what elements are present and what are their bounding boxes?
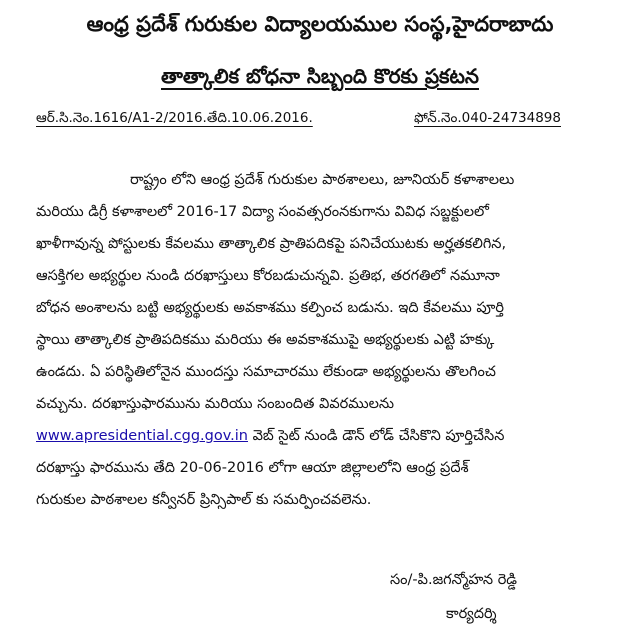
body-line-1: రాష్ట్రం లోని ఆంధ్ర ప్రదేశ్ గురుకుల పాఠశాలలు, జూనియర్ కళాశాలలు xyxy=(130,172,515,188)
body-line-3: ఖాళీగావున్న పోస్టులకు కేవలము తాత్కాలిక ప్రాతిపదికపై పనిచేయుటకు అర్హతకలిగిన, xyxy=(36,236,507,252)
body-line-8: వచ్చును. దరఖాస్తుఫారమును మరియు సంబందిత వివరములను xyxy=(36,396,395,412)
notice-subtitle-text: తాత్కాలిక బోధనా సిబ్బంది కొరకు ప్రకటన xyxy=(161,64,479,88)
signatory-designation: కార్యదర్శి xyxy=(446,606,497,622)
body-line-7: ఉండదు. ఏ పరిస్థితిలోనైన ముందస్తు సమాచారము లేకుండా అభ్యర్థులను తొలగించ xyxy=(36,364,496,380)
body-line-6: స్థాయి తాత్కాలిక ప్రాతిపదికము మరియు ఈ అవకాశముపై అభ్యర్థులకు ఎట్టి హక్కు xyxy=(36,332,495,348)
notice-subtitle xyxy=(0,64,640,93)
body-line-4: ఆసక్తిగల అభ్యర్థుల నుండి దరఖాస్తులు కోరబడుచున్నవి. ప్రతిభ, తరగతిలో నమూనా xyxy=(36,268,500,284)
body-line-11: గురుకుల పాఠశాలల కన్వీనర్ ప్రిన్సిపాల్ కు సమర్పించవలెను. xyxy=(36,492,372,508)
body-line-5: బోధన అంశాలను బట్టి అభ్యర్థులకు అవకాశము కల్పించ బడును. ఇది కేవలము పూర్తి xyxy=(36,300,504,316)
website-link[interactable]: www.apresidential.cgg.gov.in xyxy=(36,428,248,444)
body-line-2: మరియు డిగ్రీ కళాశాలలో 2016-17 విద్యా సంవత్సరంనకుగాను వివిధ సబ్జక్టులలో xyxy=(36,204,489,220)
phone-number: ఫోన్.నెం.040-24734898 xyxy=(414,110,561,126)
body-line-9-text: వెబ్ సైట్ నుండి డౌన్ లోడ్ చేసికొని పూర్తిచేసిన xyxy=(248,428,505,444)
reference-number: ఆర్.సి.నెం.1616/A1-2/2016.తేది.10.06.2016. xyxy=(36,110,313,126)
body-line-9 xyxy=(36,426,606,446)
page-title: ఆంధ్ర ప్రదేశ్ గురుకుల విద్యాలయముల సంస్థ,హైదరాబాదు xyxy=(86,12,554,36)
body-line-10: దరఖాస్తు ఫారమును తేది 20-06-2016 లోగా ఆయా జిల్లాలలోని ఆంధ్ర ప్రదేశ్ xyxy=(36,460,469,476)
signatory-name: సం/-పి.జగన్మోహన రెడ్డి xyxy=(390,572,518,588)
